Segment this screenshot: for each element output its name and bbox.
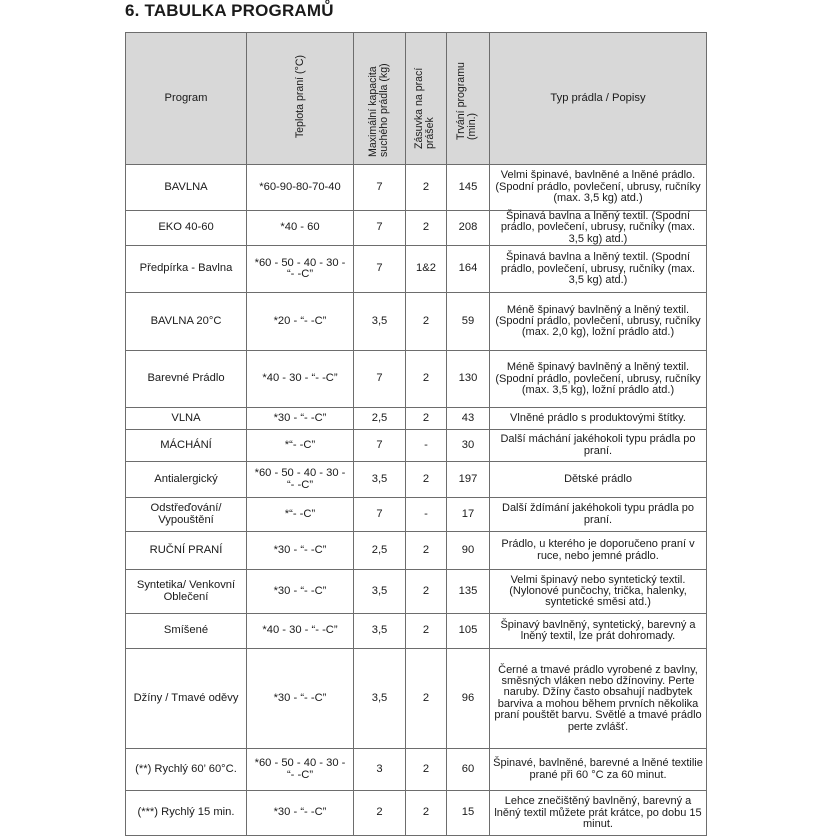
program-table [125,32,707,836]
description-cell: Špinavé, bavlněné, barevné a lněné textilie prané při 60 °C za 60 minut. [490,749,707,791]
description-cell: Špinavá bavlna a lněný textil. (Spodní prádlo, povlečení, ubrusy, ručníky (max. 3,5 kg) atd.) [490,246,707,293]
table-row [126,462,707,498]
capacity-cell: 2,5 [354,408,406,430]
duration-cell: 105 [447,614,490,649]
description-cell: Černé a tmavé prádlo vyrobené z bavlny, směsných vláken nebo džínoviny. Perte naruby. Džíny často obsahují nadbytek barviva a mohou během prvních několika praní pouštět barvu. Světlé a tmavé prádlo perte zvlášť. [490,649,707,749]
drawer-cell: 2 [406,408,447,430]
table-row [126,791,707,836]
capacity-cell: 3,5 [354,570,406,614]
table-row [126,749,707,791]
temperature-cell: *40 - 60 [247,211,354,246]
program-cell: (**) Rychlý 60’ 60°C. [126,749,247,791]
program-cell: MÁCHÁNÍ [126,430,247,462]
description-cell: Špinavý bavlněný, syntetický, barevný a lněný textil, lze prát dohromady. [490,614,707,649]
description-cell: Další máchání jakéhokoli typu prádla po praní. [490,430,707,462]
duration-cell: 96 [447,649,490,749]
drawer-cell: - [406,430,447,462]
header-temperature-label: Teplota praní (°C) [293,55,306,139]
temperature-cell: *40 - 30 - “- -C” [247,351,354,408]
duration-cell: 145 [447,165,490,211]
table-row [126,570,707,614]
duration-cell: 15 [447,791,490,836]
program-cell: Odstřeďování/ Vypouštění [126,498,247,532]
program-cell: BAVLNA 20°C [126,293,247,351]
duration-cell: 164 [447,246,490,293]
table-row [126,430,707,462]
table-header-row [126,33,707,165]
capacity-cell: 3,5 [354,649,406,749]
description-cell: Špinavá bavlna a lněný textil. (Spodní prádlo, povlečení, ubrusy, ručníky (max. 3,5 kg) atd.) [490,211,707,246]
duration-cell: 60 [447,749,490,791]
description-cell: Méně špinavý bavlněný a lněný textil. (Spodní prádlo, povlečení, ubrusy, ručníky (max. 3,5 kg), ložní prádlo atd.) [490,351,707,408]
capacity-cell: 2 [354,791,406,836]
program-cell: Předpírka - Bavlna [126,246,247,293]
drawer-cell: 2 [406,462,447,498]
description-cell: Velmi špinavý nebo syntetický textil. (Nylonové punčochy, trička, halenky, syntetické směsi atd.) [490,570,707,614]
program-cell: VLNA [126,408,247,430]
temperature-cell: *30 - “- -C” [247,649,354,749]
drawer-cell: 1&2 [406,246,447,293]
temperature-cell: *60-90-80-70-40 [247,165,354,211]
duration-cell: 17 [447,498,490,532]
table-row [126,532,707,570]
description-cell: Dětské prádlo [490,462,707,498]
drawer-cell: - [406,498,447,532]
header-drawer [406,33,447,165]
header-drawer-label: Zásuvka na prací prášek [413,67,436,149]
program-cell: Džíny / Tmavé oděvy [126,649,247,749]
capacity-cell: 2,5 [354,532,406,570]
table-row [126,165,707,211]
description-cell: Vlněné prádlo s produktovými štítky. [490,408,707,430]
capacity-cell: 7 [354,430,406,462]
capacity-cell: 7 [354,351,406,408]
table-row [126,211,707,246]
temperature-cell: *“- -C” [247,498,354,532]
description-cell: Méně špinavý bavlněný a lněný textil. (Spodní prádlo, povlečení, ubrusy, ručníky (max. 2,0 kg), ložní prádlo atd.) [490,293,707,351]
table-row [126,498,707,532]
drawer-cell: 2 [406,293,447,351]
capacity-cell: 3,5 [354,614,406,649]
program-cell: BAVLNA [126,165,247,211]
header-type: Typ prádla / Popisy [490,33,707,165]
temperature-cell: *30 - “- -C” [247,532,354,570]
temperature-cell: *30 - “- -C” [247,408,354,430]
temperature-cell: *“- -C” [247,430,354,462]
header-capacity [354,33,406,165]
table-row [126,351,707,408]
header-duration-label: Trvání programu (min.) [455,61,478,140]
temperature-cell: *60 - 50 - 40 - 30 - “- -C” [247,462,354,498]
capacity-cell: 7 [354,165,406,211]
drawer-cell: 2 [406,165,447,211]
header-program: Program [126,33,247,165]
temperature-cell: *30 - “- -C” [247,791,354,836]
drawer-cell: 2 [406,614,447,649]
duration-cell: 59 [447,293,490,351]
program-cell: Smíšené [126,614,247,649]
temperature-cell: *40 - 30 - “- -C” [247,614,354,649]
duration-cell: 30 [447,430,490,462]
drawer-cell: 2 [406,211,447,246]
drawer-cell: 2 [406,532,447,570]
header-capacity-label: Maximální kapacita suchého prádla (kg) [366,63,390,157]
duration-cell: 43 [447,408,490,430]
description-cell: Další ždímání jakéhokoli typu prádla po praní. [490,498,707,532]
duration-cell: 197 [447,462,490,498]
program-cell: Antialergický [126,462,247,498]
table-row [126,246,707,293]
description-cell: Lehce znečištěný bavlněný, barevný a lněný textil můžete prát krátce, po dobu 15 minut. [490,791,707,836]
program-cell: Syntetika/ Venkovní Oblečení [126,570,247,614]
drawer-cell: 2 [406,791,447,836]
program-rows [126,165,707,836]
capacity-cell: 3,5 [354,462,406,498]
table-row [126,293,707,351]
capacity-cell: 7 [354,246,406,293]
table-row [126,649,707,749]
drawer-cell: 2 [406,649,447,749]
capacity-cell: 7 [354,211,406,246]
temperature-cell: *20 - “- -C” [247,293,354,351]
program-cell: RUČNÍ PRANÍ [126,532,247,570]
capacity-cell: 3 [354,749,406,791]
table-row [126,408,707,430]
program-cell: Barevné Prádlo [126,351,247,408]
drawer-cell: 2 [406,351,447,408]
program-cell: EKO 40-60 [126,211,247,246]
program-cell: (***) Rychlý 15 min. [126,791,247,836]
description-cell: Prádlo, u kterého je doporučeno praní v ruce, nebo jemné prádlo. [490,532,707,570]
page-title: 6. TABULKA PROGRAMŮ [125,1,334,20]
temperature-cell: *30 - “- -C” [247,570,354,614]
duration-cell: 208 [447,211,490,246]
drawer-cell: 2 [406,749,447,791]
duration-cell: 90 [447,532,490,570]
header-duration [447,33,490,165]
duration-cell: 130 [447,351,490,408]
capacity-cell: 3,5 [354,293,406,351]
table-row [126,614,707,649]
header-temperature [247,33,354,165]
temperature-cell: *60 - 50 - 40 - 30 - “- -C” [247,246,354,293]
duration-cell: 135 [447,570,490,614]
capacity-cell: 7 [354,498,406,532]
description-cell: Velmi špinavé, bavlněné a lněné prádlo. (Spodní prádlo, povlečení, ubrusy, ručníky (max. 3,5 kg) atd.) [490,165,707,211]
drawer-cell: 2 [406,570,447,614]
temperature-cell: *60 - 50 - 40 - 30 - “- -C” [247,749,354,791]
